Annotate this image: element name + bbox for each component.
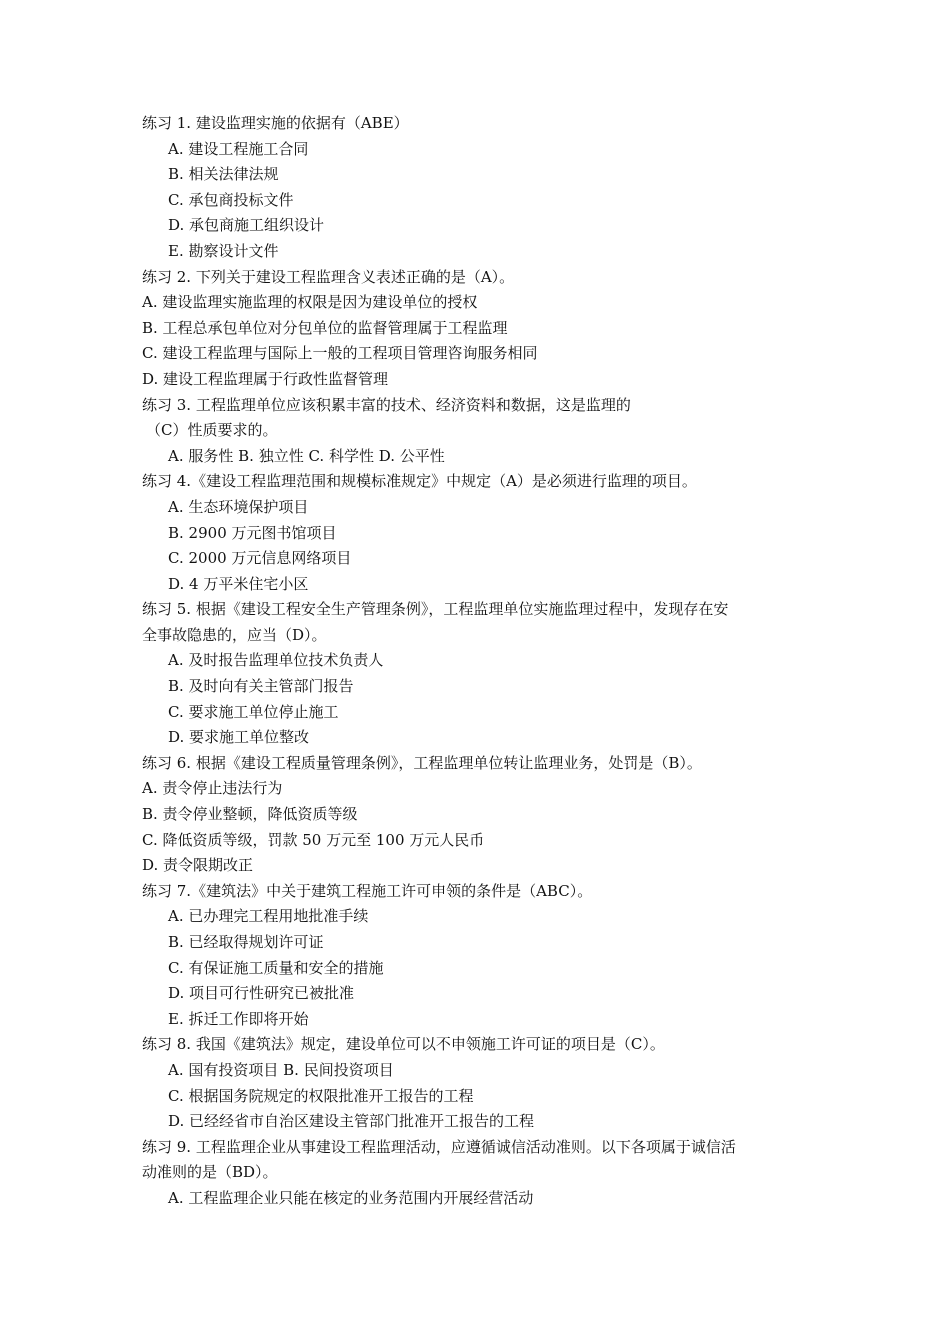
option-line: D. 责令限期改正 [142,856,254,875]
option-line: E. 拆迁工作即将开始 [168,1009,309,1028]
option-line: A. 及时报告监理单位技术负责人 [168,651,384,670]
option-line: C. 2000 万元信息网络项目 [168,549,352,568]
option-line: C. 要求施工单位停止施工 [168,702,339,721]
option-line: D. 已经经省市自治区建设主管部门批准开工报告的工程 [168,1112,535,1131]
option-line: E. 勘察设计文件 [168,241,279,260]
option-line: B. 已经取得规划许可证 [168,933,324,951]
option-line: 动准则的是（BD）。 [142,1163,278,1182]
option-line: C. 有保证施工质量和安全的措施 [168,958,384,977]
option-line: C. 承包商投标文件 [168,190,294,209]
option-line: B. 及时向有关主管部门报告 [168,677,354,696]
option-line: C. 降低资质等级，罚款 50 万元至 100 万元人民币 [142,830,485,849]
option-line: D. 要求施工单位整改 [168,728,310,747]
question-line: 练习 9. 工程监理企业从事建设工程监理活动，应遵循诚信活动准则。以下各项属于诚信活 [142,1137,736,1156]
question-line: 练习 3. 工程监理单位应该积累丰富的技术、经济资料和数据，这是监理的 [142,395,631,414]
option-line: D. 建设工程监理属于行政性监督管理 [142,369,389,388]
option-line: B. 相关法律法规 [168,165,279,184]
question-line: 练习 2. 下列关于建设工程监理含义表述正确的是（A）。 [142,267,515,286]
option-line: A. 国有投资项目 B. 民间投资项目 [168,1060,394,1079]
option-line: A. 生态环境保护项目 [168,497,309,516]
option-line: A. 工程监理企业只能在核定的业务范围内开展经营活动 [168,1188,534,1207]
option-line: A. 责令停止违法行为 [142,779,283,798]
question-line: 练习 7.《建筑法》中关于建筑工程施工许可申领的条件是（ABC）。 [142,881,593,900]
option-line: A. 服务性 B. 独立性 C. 科学性 D. 公平性 [168,446,445,465]
option-line: C. 建设工程监理与国际上一般的工程项目管理咨询服务相同 [142,344,538,363]
option-line: A. 已办理完工程用地批准手续 [168,907,369,926]
option-line: C. 根据国务院规定的权限批准开工报告的工程 [168,1086,474,1105]
exercise-text-body [142,111,822,1212]
question-line: 练习 4.《建设工程监理范围和规模标准规定》中规定（A）是必须进行监理的项目。 [142,472,697,491]
option-line: D. 4 万平米住宅小区 [168,574,309,593]
question-line: 练习 5. 根据《建设工程安全生产管理条例》，工程监理单位实施监理过程中，发现存在安 [142,600,729,619]
option-line: （C）性质要求的。 [146,421,278,440]
option-line: A. 建设监理实施监理的权限是因为建设单位的授权 [142,293,478,312]
option-line: B. 2900 万元图书馆项目 [168,523,337,542]
question-line: 练习 6. 根据《建设工程质量管理条例》，工程监理单位转让监理业务，处罚是（B）。 [142,753,702,772]
option-line: B. 责令停业整顿，降低资质等级 [142,805,358,824]
option-line: D. 承包商施工组织设计 [168,216,325,235]
option-line: D. 项目可行性研究已被批准 [168,984,355,1003]
option-line: B. 工程总承包单位对分包单位的监督管理属于工程监理 [142,318,508,337]
question-line: 练习 8. 我国《建筑法》规定，建设单位可以不申领施工许可证的项目是（C）。 [142,1035,665,1054]
option-line: A. 建设工程施工合同 [168,139,309,158]
option-line: 全事故隐患的，应当（D）。 [142,625,327,644]
question-line: 练习 1. 建设监理实施的依据有（ABE） [142,114,409,132]
